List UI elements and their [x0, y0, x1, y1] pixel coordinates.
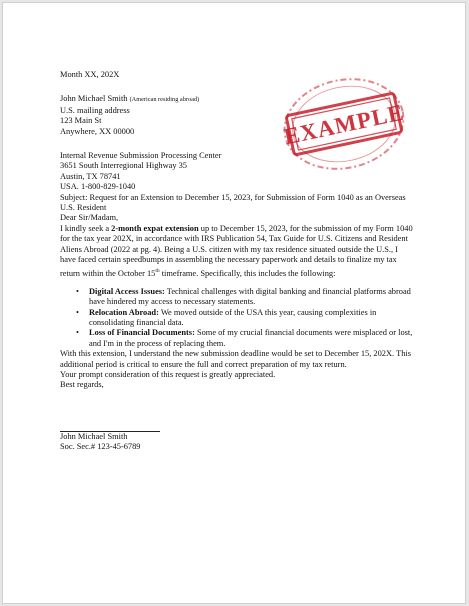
bold-phrase: 2-month expat extension: [111, 223, 199, 233]
recipient-line: Internal Revenue Submission Processing Center: [60, 151, 222, 161]
sender-address-line: 123 Main St: [60, 116, 102, 126]
closing: Best regards,: [60, 380, 104, 390]
signature-ssn: Soc. Sec.# 123-45-6789: [60, 442, 141, 452]
list-item: • Relocation Abroad: We moved outside of the USA this year, causing complexities in consolidating financial data.: [89, 308, 415, 329]
recipient-line: Austin, TX 78741: [60, 171, 121, 181]
recipient-line: USA. 1-800-829-1040: [60, 182, 136, 192]
body-paragraph-2: With this extension, I understand the new submission deadline would be set to December 15, 202X. This additional period is critical to ensure the full and correct preparation of my tax return.: [60, 349, 411, 369]
signature-name: John Michael Smith: [60, 431, 128, 441]
signature-block: [60, 431, 415, 453]
letter-body: [60, 70, 415, 453]
body-paragraph-3: Your prompt consideration of this request is greatly appreciated.: [60, 369, 276, 379]
sender-address-line: Anywhere, XX 00000: [60, 126, 135, 136]
sender-address-line: U.S. mailing address: [60, 105, 130, 115]
sender-name: John Michael Smith: [60, 94, 128, 104]
sender-note: (American residing abroad): [129, 96, 200, 104]
body-paragraph-1: I kindly seek a 2-month expat extension up to December 15, 2023, for the submission of my Form 1040 for the tax year 202X, in accordance with IRS Publication 54, Tax Guide for U.S. Citizens and Resident Aliens Abroad (2022 at pg. 4). Being a U.S. citizen with my tax residence situated outside the U.S., I have faced certain speedbumps in assembling the necessary paperwork and details to finalize my tax return within the October 15th timeframe. Specifically, this includes the following:: [60, 223, 413, 278]
stamp-text: EXAMPLE: [281, 99, 407, 150]
list-item: • Loss of Financial Documents: Some of my crucial financial documents were misplaced or lost, and I'm in the process of replacing them.: [89, 328, 415, 349]
reasons-list: [60, 287, 415, 349]
sender-block: [60, 94, 415, 137]
subject-line: Subject: Request for an Extension to December 15, 2023, for Submission of Form 1040 as an Overseas U.S. Resident: [60, 192, 406, 213]
list-item: • Digital Access Issues: Technical challenges with digital banking and financial platforms abroad have hindered my access to necessary statements.: [89, 287, 415, 308]
letter-page: [2, 2, 466, 604]
recipient-line: 3651 South Interregional Highway 35: [60, 161, 187, 171]
salutation: Dear Sir/Madam,: [60, 213, 119, 223]
recipient-block: [60, 151, 415, 193]
letter-date: Month XX, 202X: [60, 70, 120, 79]
